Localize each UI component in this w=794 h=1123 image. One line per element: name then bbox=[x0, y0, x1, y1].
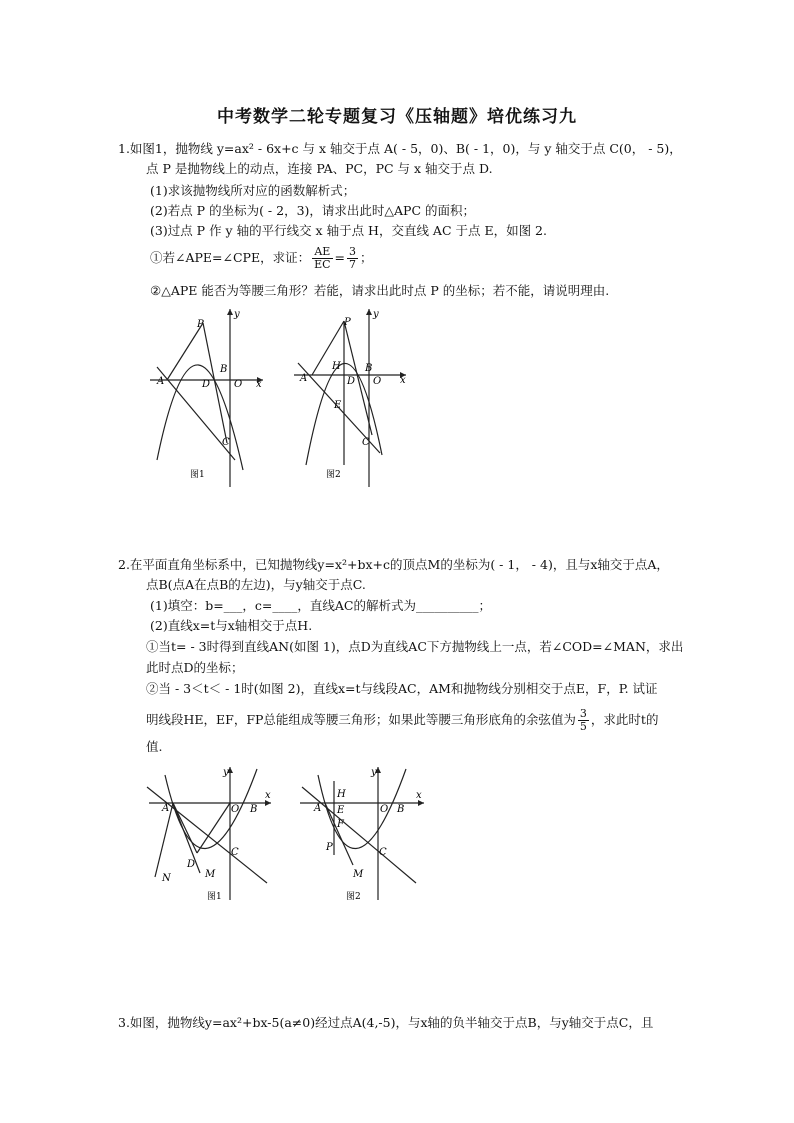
label-b: B bbox=[397, 804, 405, 815]
q1-line-7: ②△APE 能否为等腰三角形？若能，请求出此时点 P 的坐标；若不能，请说明理由. bbox=[150, 283, 610, 298]
fraction-num: AE bbox=[312, 246, 332, 259]
q2-line-1: 2.在平面直角坐标系中，已知抛物线y=x²+bx+c的顶点M的坐标为( - 1， - 4)，且与x轴交于点A， bbox=[118, 557, 669, 572]
label-e: E bbox=[334, 400, 342, 411]
label-x: x bbox=[256, 379, 262, 390]
figure-caption: 图1 bbox=[190, 470, 205, 480]
q2-line-8-text: 明线段HE，EF，FP总能组成等腰三角形；如果此等腰三角形底角的余弦值为 bbox=[146, 712, 576, 727]
label-a: A bbox=[314, 803, 322, 814]
label-c: C bbox=[231, 847, 239, 858]
q1-line-2: 点 P 是抛物线上的动点，连接 PA、PC，PC 与 x 轴交于点 D. bbox=[146, 161, 493, 176]
label-x: x bbox=[265, 790, 271, 801]
q2-line-9: 值. bbox=[146, 739, 163, 754]
q1-figure-1 bbox=[145, 305, 270, 490]
fraction-den: 5 bbox=[579, 720, 587, 733]
label-y: y bbox=[234, 309, 240, 320]
fraction-num: 3 bbox=[349, 245, 357, 258]
label-d: D bbox=[202, 379, 211, 390]
label-m: M bbox=[353, 869, 364, 880]
q3-line-1: 3.如图，抛物线y=ax²+bx-5(a≠0)经过点A(4,-5)，与x轴的负半轴交于点B，与y轴交于点C，且 bbox=[118, 1015, 654, 1030]
q1-figure-2 bbox=[292, 305, 412, 490]
fraction-3-5 bbox=[578, 708, 589, 733]
q2-line-5: ①当t= - 3时得到直线AN(如图 1)，点D为直线AC下方抛物线上一点，若∠COD=∠MAN，求出 bbox=[146, 639, 684, 654]
q1-line-3: (1)求该抛物线所对应的函数解析式； bbox=[150, 183, 356, 198]
q2-line-4: (2)直线x=t与x轴相交于点H. bbox=[150, 618, 313, 633]
label-d: D bbox=[187, 859, 196, 870]
figure-caption: 图2 bbox=[346, 892, 361, 902]
label-x: x bbox=[400, 375, 406, 386]
q2-line-6: 此时点D的坐标； bbox=[146, 660, 244, 675]
fraction-den: 7 bbox=[349, 258, 357, 271]
q1-line-4: (2)若点 P 的坐标为( - 2，3)，请求出此时△APC 的面积； bbox=[150, 203, 475, 218]
label-b: B bbox=[220, 364, 228, 375]
figure-caption: 图2 bbox=[326, 470, 341, 480]
q1-line-6-text: ①若∠APE=∠CPE，求证： bbox=[150, 250, 311, 265]
label-o: O bbox=[234, 379, 243, 390]
fraction-num: 3 bbox=[579, 707, 587, 720]
label-o: O bbox=[380, 804, 389, 815]
label-o: O bbox=[373, 376, 382, 387]
q2-figure-1 bbox=[145, 765, 275, 905]
label-e: E bbox=[337, 805, 345, 816]
q1-line-1: 1.如图1，抛物线 y=ax² - 6x+c 与 x 轴交于点 A( - 5，0)、B( - 1，0)，与 y 轴交于点 C(0， - 5)， bbox=[118, 141, 682, 156]
label-p: P bbox=[344, 317, 351, 328]
label-h: H bbox=[337, 789, 346, 800]
label-c: C bbox=[379, 847, 387, 858]
figure-caption: 图1 bbox=[207, 892, 222, 902]
label-b: B bbox=[365, 363, 373, 374]
q2-line-8 bbox=[146, 708, 658, 733]
label-y: y bbox=[371, 767, 377, 778]
fraction-3-7 bbox=[347, 246, 358, 271]
label-o: O bbox=[231, 804, 240, 815]
q2-line-3: (1)填空：b=___，c=____，直线AC的解析式为__________； bbox=[150, 598, 491, 613]
fraction-den: EC bbox=[314, 258, 331, 271]
label-y: y bbox=[223, 767, 229, 778]
label-p: P bbox=[197, 319, 204, 330]
q2-figure-2 bbox=[298, 765, 428, 905]
page-title: 中考数学二轮专题复习《压轴题》培优练习九 bbox=[217, 107, 577, 127]
label-y: y bbox=[373, 309, 379, 320]
semicolon: ； bbox=[360, 250, 373, 265]
label-p: P bbox=[326, 842, 333, 853]
label-x: x bbox=[416, 790, 422, 801]
q2-line-8-tail: ，求此时t的 bbox=[590, 712, 659, 727]
label-a: A bbox=[300, 373, 308, 384]
label-m: M bbox=[205, 869, 216, 880]
label-b: B bbox=[250, 804, 258, 815]
q1-line-5: (3)过点 P 作 y 轴的平行线交 x 轴于点 H，交直线 AC 于点 E，如图 2. bbox=[150, 223, 547, 238]
q1-line-6 bbox=[150, 246, 373, 271]
label-a: A bbox=[157, 376, 165, 387]
label-c: C bbox=[222, 437, 230, 448]
label-d: D bbox=[347, 376, 356, 387]
q2-line-7: ②当 - 3＜t＜ - 1时(如图 2)，直线x=t与线段AC，AM和抛物线分别相交于点E，F，P. 试证 bbox=[146, 681, 658, 696]
label-h: H bbox=[332, 361, 341, 372]
label-f: F bbox=[337, 819, 344, 830]
label-n: N bbox=[162, 873, 171, 884]
label-c: C bbox=[362, 437, 370, 448]
equals-sign: = bbox=[334, 250, 346, 265]
label-a: A bbox=[162, 803, 170, 814]
fraction-ae-ec bbox=[312, 246, 332, 271]
q2-line-2: 点B(点A在点B的左边)，与y轴交于点C. bbox=[146, 577, 366, 592]
